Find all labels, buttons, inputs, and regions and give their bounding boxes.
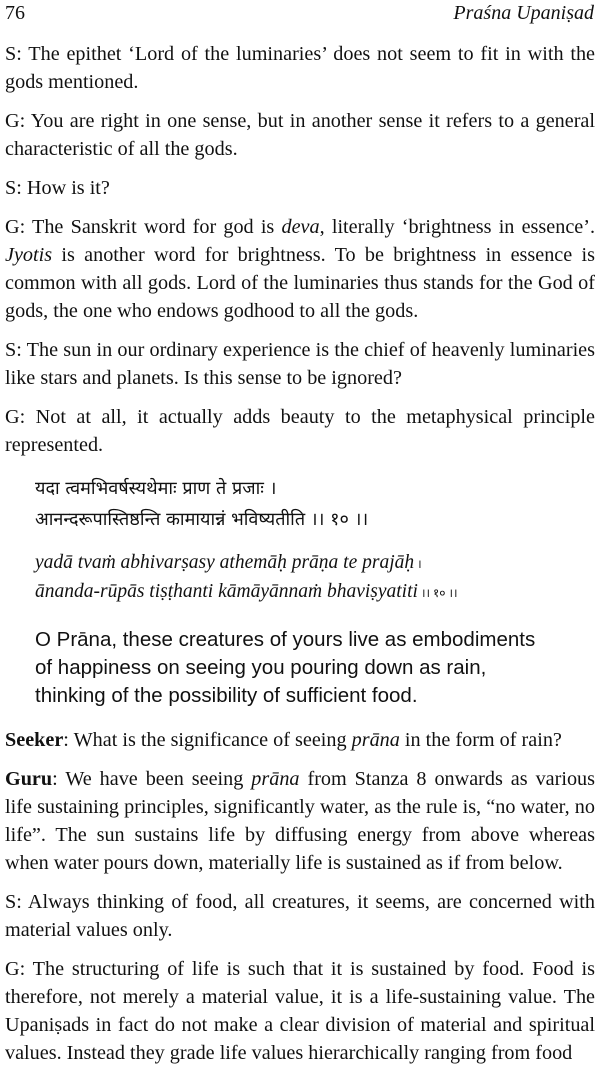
transliteration	[35, 549, 595, 607]
paragraph-text: is another word for brightness. To be brightness in essence is common with all gods. Lord of the luminaries thus stands for the God of gods, the one who endows godhood to all the gods.	[5, 244, 595, 322]
speaker-label: S:	[5, 177, 22, 199]
translation-line: thinking of the possibility of sufficient food.	[35, 684, 418, 707]
paragraph-text: The epithet ‘Lord of the luminaries’ does not seem to fit in with the gods mentioned.	[5, 43, 595, 93]
paragraph-text: : What is the significance of seeing	[63, 729, 352, 751]
paragraph-text: Not at all, it actually adds beauty to the metaphysical principle represented.	[5, 406, 595, 456]
transliteration-line	[35, 549, 595, 578]
transliteration-line	[35, 578, 595, 607]
paragraph-text: You are right in one sense, but in another sense it refers to a general characteristic of all the gods.	[5, 110, 595, 160]
term-italic: Jyotis	[5, 244, 53, 266]
dialogue-paragraph	[5, 955, 595, 1067]
sanskrit-verse	[35, 473, 595, 535]
speaker-label: G:	[5, 406, 26, 428]
dialogue-paragraph	[5, 336, 595, 392]
speaker-label: Seeker	[5, 729, 64, 751]
speaker-label: S:	[5, 339, 22, 361]
transliteration-text: yadā tvaṁ abhivarṣasy athemāḥ prāṇa te prajāḥ	[35, 552, 415, 573]
paragraph-text: in the form of rain?	[399, 729, 562, 751]
paragraph-text: from Stanza 8 onwards as various life sustaining principles, significantly water, as the rule is, “no water, no life”. The sun sustains life by diffusing energy from above whereas when water pours down, materially life is sustained as if from below.	[5, 768, 595, 874]
paragraph-text: , literally ‘brightness in essence’.	[319, 216, 596, 238]
dialogue-paragraph	[5, 888, 595, 944]
running-head: Praśna Upaniṣad	[453, 2, 594, 24]
page-header	[0, 2, 600, 28]
paragraph-text: : We have been seeing	[52, 768, 252, 790]
dialogue-paragraph	[5, 40, 595, 96]
verse-line: आनन्दरूपास्तिष्ठन्ति कामायान्नं भविष्यतीति ।। १० ।।	[35, 509, 369, 530]
speaker-label: S:	[5, 891, 22, 913]
speaker-label: Guru	[5, 768, 53, 790]
transliteration-text: ānanda-rūpās tiṣṭhanti kāmāyānnaṁ bhaviṣyatiti	[35, 581, 418, 602]
speaker-label: S:	[5, 43, 22, 65]
translation-line: O Prāna, these creatures of yours live as embodiments	[35, 628, 536, 651]
dialogue-paragraph	[5, 213, 595, 325]
verse-translation	[35, 626, 595, 710]
page-number: 76	[5, 2, 25, 24]
verse-mark: ।	[414, 557, 422, 571]
paragraph-text: The Sanskrit word for god is	[25, 216, 282, 238]
paragraph-text: Always thinking of food, all creatures, it seems, are concerned with material values only.	[5, 891, 595, 941]
speaker-label: G:	[5, 958, 26, 980]
term-italic: prāna	[251, 768, 300, 790]
paragraph-text: The sun in our ordinary experience is the chief of heavenly luminaries like stars and planets. Is this sense to be ignored?	[5, 339, 595, 389]
paragraph-text: How is it?	[21, 177, 110, 199]
verse-mark: ।। १० ।।	[417, 586, 458, 600]
verse-line: यदा त्वमभिवर्षस्यथेमाः प्राण ते प्रजाः ।	[35, 478, 277, 499]
term-italic: deva	[281, 216, 320, 238]
speaker-label: G:	[5, 110, 26, 132]
translation-line: of happiness on seeing you pouring down as rain,	[35, 656, 487, 679]
dialogue-paragraph	[5, 174, 595, 202]
dialogue-paragraph	[5, 765, 595, 877]
dialogue-paragraph	[5, 403, 595, 459]
dialogue-paragraph	[5, 726, 595, 754]
dialogue-paragraph	[5, 107, 595, 163]
paragraph-text: The structuring of life is such that it is sustained by food. Food is therefore, not merely a material value, it is a life-sustaining value. The Upaniṣads in fact do not make a clear division of material and spiritual values. Instead they grade life values hierarchically ranging from food	[5, 958, 595, 1064]
term-italic: prāna	[351, 729, 400, 751]
speaker-label: G:	[5, 216, 26, 238]
page-body	[5, 40, 595, 1078]
